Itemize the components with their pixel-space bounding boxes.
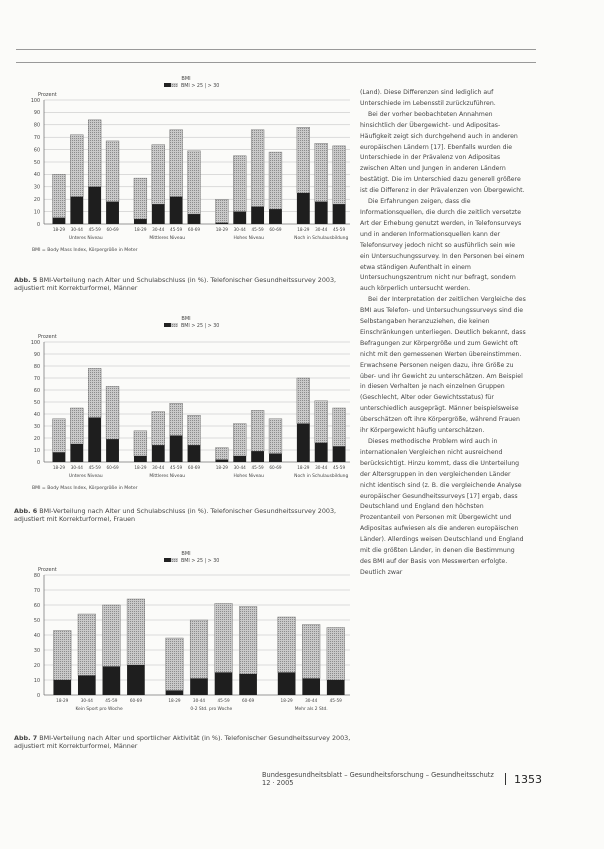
x-tick-label: 60-69 bbox=[106, 465, 119, 470]
y-tick-label: 30 bbox=[33, 424, 40, 430]
y-tick-label: 0 bbox=[36, 460, 40, 466]
group-label: Unteres Niveau bbox=[68, 236, 103, 241]
bar-overweight bbox=[134, 178, 147, 219]
caption-figure-7 bbox=[14, 734, 354, 750]
group-label: Unteres Niveau bbox=[68, 474, 103, 479]
x-tick-label: 60-69 bbox=[269, 227, 282, 232]
y-tick-label: 40 bbox=[33, 173, 40, 179]
bar-overweight bbox=[269, 152, 282, 209]
y-tick-label: 40 bbox=[33, 633, 40, 639]
y-tick-label: 70 bbox=[33, 588, 40, 594]
bar-obese bbox=[233, 212, 246, 224]
bar-obese bbox=[251, 451, 264, 462]
legend-swatch-obese bbox=[164, 323, 171, 327]
y-tick-label: 30 bbox=[33, 185, 40, 191]
bar-obese bbox=[315, 202, 328, 224]
bar-obese bbox=[78, 676, 96, 696]
caption-text: BMI-Verteilung nach Alter und sportlicher Aktivität (in %). Telefonischer Gesundheitssurvey 2003, adjustiert mit Korrekturformel, Männer bbox=[14, 734, 351, 750]
bar-obese bbox=[188, 445, 201, 462]
bar-obese bbox=[166, 691, 184, 696]
top-rule bbox=[16, 62, 536, 63]
bar-overweight bbox=[152, 145, 165, 205]
legend-note: BMI = Body Mass Index, Körpergröße in Meter bbox=[32, 248, 138, 253]
bar-overweight bbox=[333, 408, 346, 446]
y-tick-label: 10 bbox=[33, 210, 40, 216]
x-tick-label: 30-44 bbox=[80, 698, 93, 703]
x-tick-label: 18-29 bbox=[168, 698, 181, 703]
bar-overweight bbox=[70, 135, 83, 197]
x-tick-label: 18-29 bbox=[215, 465, 228, 470]
bar-overweight bbox=[106, 386, 119, 439]
x-tick-label: 45-59 bbox=[251, 227, 264, 232]
x-tick-label: 18-29 bbox=[297, 465, 310, 470]
y-tick-label: 60 bbox=[33, 603, 40, 609]
bar-overweight bbox=[188, 415, 201, 445]
legend-title: BMI bbox=[181, 551, 191, 557]
bar-overweight bbox=[88, 120, 101, 187]
body-paragraph: (Land). Diese Differenzen sind lediglich auf Unterschiede im Lebensstil zurückzuführen. bbox=[360, 89, 496, 107]
y-tick-label: 20 bbox=[33, 198, 40, 203]
x-tick-label: 45-59 bbox=[88, 465, 101, 470]
y-tick-label: 90 bbox=[33, 352, 40, 358]
x-tick-label: 45-59 bbox=[251, 465, 264, 470]
bar-overweight bbox=[239, 607, 257, 675]
body-paragraph: Dieses methodische Problem wird auch in internationalen Vergleichen nicht ausreichend berücksichtigt. Hinzu kommt, dass die Unterteilung der Altersgruppen in den vergleichenden Länder nicht identisch sind (z. B. die vergleichende Analyse europäischer Gesundheitssurveys [17] ergab, dass Deutschland und England den höchsten Prozentanteil von Personen mit Übergewicht und Adipositas aufwiesen als die anderen europäischen Länder). Allerdings weisen Deutschland und England mit die größten Länder, in denen die Bestimmung des BMI auf der Basis von Messwerten erfolgte. Deutlich zwar bbox=[360, 438, 524, 576]
body-text-column bbox=[360, 88, 526, 579]
x-tick-label: 30-44 bbox=[152, 227, 165, 232]
group-label: Kein Sport pro Woche bbox=[75, 707, 123, 712]
y-tick-label: 20 bbox=[33, 663, 40, 669]
body-paragraph: Die Erfahrungen zeigen, dass die Informationsquellen, die durch die zeitlich versetzte Art der Erhebung genutzt werden, in Telefonsurveys und in anderen Informationsquellen kann der Telefonsurvey jedoch nicht so ausführlich sein wie ein Untersuchungssurvey. In den Personen bei einem etwa ständigen Aufenthalt in einem Untersuchungszentrum nicht nur befragt, sondern auch körperlich untersucht werden. bbox=[360, 198, 525, 293]
x-tick-label: 30-44 bbox=[70, 465, 83, 470]
y-tick-label: 10 bbox=[33, 678, 40, 684]
bar-obese bbox=[134, 456, 147, 462]
bar-obese bbox=[152, 204, 165, 224]
bar-overweight bbox=[170, 403, 183, 435]
bar-overweight bbox=[53, 419, 66, 453]
bar-overweight bbox=[233, 424, 246, 456]
bar-obese bbox=[333, 446, 346, 462]
bar-overweight bbox=[269, 419, 282, 454]
bar-overweight bbox=[302, 625, 320, 679]
bar-overweight bbox=[315, 143, 328, 201]
bar-obese bbox=[269, 454, 282, 462]
bar-obese bbox=[190, 679, 208, 696]
y-tick-label: 10 bbox=[33, 448, 40, 454]
bar-overweight bbox=[188, 151, 201, 214]
chart-legend bbox=[164, 551, 219, 564]
x-tick-label: 60-69 bbox=[129, 698, 142, 703]
footer-divider bbox=[505, 773, 506, 785]
bar-overweight bbox=[134, 431, 147, 456]
caption-label: Abb. 6 bbox=[14, 507, 38, 515]
bar-overweight bbox=[103, 605, 121, 667]
bar-overweight bbox=[78, 614, 96, 676]
bar-obese bbox=[215, 460, 228, 462]
legend-title: BMI bbox=[181, 76, 191, 82]
group-label: Mittleres Niveau bbox=[149, 236, 186, 241]
x-tick-label: 30-44 bbox=[192, 698, 206, 703]
y-tick-label: 50 bbox=[33, 400, 40, 406]
bar-obese bbox=[106, 202, 119, 224]
caption-label: Abb. 5 bbox=[14, 276, 38, 284]
y-tick-label: 50 bbox=[33, 618, 40, 624]
caption-figure-6 bbox=[14, 507, 354, 523]
bar-obese bbox=[233, 456, 246, 462]
x-tick-label: 60-69 bbox=[242, 698, 255, 703]
group-label: Noch in Schulausbildung bbox=[294, 474, 349, 479]
bar-overweight bbox=[327, 628, 345, 681]
bar-overweight bbox=[170, 130, 183, 197]
group-label: 0-2 Std. pro Woche bbox=[190, 707, 233, 712]
x-tick-label: 45-59 bbox=[170, 465, 183, 470]
bar-obese bbox=[170, 436, 183, 462]
x-tick-label: 45-59 bbox=[329, 698, 342, 703]
top-rule bbox=[16, 49, 536, 50]
legend-label: BMI > 25 | > 30 bbox=[181, 324, 220, 329]
x-tick-label: 30-44 bbox=[233, 465, 246, 470]
body-paragraph: Bei der Interpretation der zeitlichen Vergleiche des BMI aus Telefon- und Untersuchungssurveys sind die Selbstangaben heranzuziehen, die keinen Einschränkungen unterliegen. Deutlich bekannt, dass Befragungen zur Körpergröße und zum Gewicht oft nicht mit den gemessenen Werten übereinstimmen. Erwachsene Personen neigen dazu, ihre Größe zu über- und ihr Gewicht zu unterschätzen. Am Beispiel in diesen Verhalten je nach einzelnen Gruppen (Geschlecht, Alter oder Gewichtsstatus) für unterschiedlich ausgeprägt. Männer beispielsweise überschätzen oft ihre Körpergröße, während Frauen ihr Körpergewicht häufig unterschätzen. bbox=[360, 296, 526, 435]
bar-obese bbox=[315, 443, 328, 462]
figure-5 bbox=[14, 72, 354, 267]
bar-overweight bbox=[297, 378, 310, 424]
caption-text: BMI-Verteilung nach Alter und Schulabschluss (in %). Telefonischer Gesundheitssurvey 2003, adjustiert mit Korrekturformel, Frauen bbox=[14, 507, 337, 523]
x-tick-label: 45-59 bbox=[332, 227, 346, 232]
x-tick-label: 18-29 bbox=[52, 465, 66, 470]
y-tick-label: 70 bbox=[33, 376, 40, 382]
y-axis-label: Prozent bbox=[38, 567, 57, 573]
figure-7 bbox=[14, 547, 354, 725]
bar-overweight bbox=[278, 617, 296, 673]
x-tick-label: 30-44 bbox=[315, 227, 328, 232]
bar-obese bbox=[327, 680, 345, 695]
bar-obese bbox=[333, 204, 346, 224]
bar-overweight bbox=[190, 620, 208, 679]
y-tick-label: 100 bbox=[30, 340, 40, 346]
bar-overweight bbox=[215, 448, 228, 460]
bar-obese bbox=[70, 197, 83, 224]
y-tick-label: 30 bbox=[33, 648, 40, 654]
x-tick-label: 60-69 bbox=[269, 465, 282, 470]
bar-overweight bbox=[166, 638, 184, 691]
journal-citation: Bundesgesundheitsblatt – Gesundheitsforschung – Gesundheitsschutz 12 · 2005 bbox=[262, 771, 494, 787]
bar-overweight bbox=[127, 599, 145, 665]
group-label: Mehr als 2 Std. bbox=[294, 707, 328, 712]
bar-obese bbox=[215, 223, 228, 224]
legend-swatch-obese bbox=[164, 558, 171, 562]
y-tick-label: 80 bbox=[33, 364, 40, 370]
group-label: Hohes Niveau bbox=[233, 474, 264, 479]
bar-obese bbox=[170, 197, 183, 224]
bar-obese bbox=[302, 679, 320, 696]
legend-label: BMI > 25 | > 30 bbox=[181, 559, 220, 564]
y-tick-label: 50 bbox=[33, 160, 40, 166]
x-tick-label: 60-69 bbox=[187, 465, 201, 470]
chart-5 bbox=[14, 72, 354, 267]
chart-legend bbox=[164, 76, 219, 89]
y-axis-label: Prozent bbox=[38, 334, 57, 340]
y-axis-label: Prozent bbox=[38, 92, 57, 98]
x-tick-label: 30-44 bbox=[70, 227, 83, 232]
x-tick-label: 45-59 bbox=[170, 227, 183, 232]
bar-overweight bbox=[233, 156, 246, 212]
page-number: 1353 bbox=[514, 772, 542, 786]
x-tick-label: 18-29 bbox=[215, 227, 228, 232]
y-tick-label: 90 bbox=[33, 111, 40, 117]
x-tick-label: 45-59 bbox=[88, 227, 101, 232]
bar-overweight bbox=[251, 410, 264, 451]
x-tick-label: 60-69 bbox=[187, 227, 201, 232]
bar-obese bbox=[251, 207, 264, 224]
legend-swatch-overweight bbox=[171, 558, 178, 562]
figure-6 bbox=[14, 312, 354, 504]
y-tick-label: 100 bbox=[30, 98, 40, 104]
bar-overweight bbox=[152, 412, 165, 446]
bar-obese bbox=[103, 667, 121, 696]
legend-swatch-obese bbox=[164, 83, 171, 87]
y-tick-label: 70 bbox=[33, 136, 40, 141]
x-tick-label: 30-44 bbox=[152, 465, 165, 470]
chart-legend bbox=[164, 316, 219, 329]
x-tick-label: 30-44 bbox=[305, 698, 318, 703]
caption-text: BMI-Verteilung nach Alter und Schulabschluss (in %). Telefonischer Gesundheitssurvey 2003, adjustiert mit Korrekturformel, Männer bbox=[14, 276, 337, 292]
bar-obese bbox=[297, 424, 310, 462]
bar-obese bbox=[127, 665, 145, 695]
bar-obese bbox=[88, 187, 101, 224]
x-tick-label: 18-29 bbox=[280, 698, 293, 703]
legend-title: BMI bbox=[181, 316, 191, 322]
bar-overweight bbox=[106, 141, 119, 202]
bar-obese bbox=[70, 444, 83, 462]
bar-overweight bbox=[53, 631, 71, 681]
x-tick-label: 18-29 bbox=[134, 465, 147, 470]
bar-obese bbox=[188, 214, 201, 224]
bar-obese bbox=[152, 445, 165, 462]
y-tick-label: 60 bbox=[33, 148, 40, 154]
x-tick-label: 18-29 bbox=[56, 698, 69, 703]
x-tick-label: 18-29 bbox=[134, 227, 147, 232]
x-tick-label: 30-44 bbox=[315, 465, 328, 470]
caption-label: Abb. 7 bbox=[14, 734, 38, 742]
bar-overweight bbox=[251, 130, 264, 207]
bar-overweight bbox=[333, 146, 346, 204]
bar-obese bbox=[88, 418, 101, 462]
chart-6 bbox=[14, 312, 354, 504]
bar-obese bbox=[134, 219, 147, 224]
x-tick-label: 30-44 bbox=[233, 227, 246, 232]
y-tick-label: 60 bbox=[33, 388, 40, 394]
bar-obese bbox=[297, 193, 310, 224]
bar-obese bbox=[239, 674, 257, 695]
x-tick-label: 45-59 bbox=[105, 698, 118, 703]
legend-swatch-overweight bbox=[171, 83, 178, 87]
bar-obese bbox=[53, 218, 66, 224]
x-tick-label: 45-59 bbox=[217, 698, 230, 703]
legend-label: BMI > 25 | > 30 bbox=[181, 84, 220, 89]
bar-obese bbox=[53, 680, 71, 695]
bar-overweight bbox=[297, 127, 310, 193]
x-tick-label: 60-69 bbox=[106, 227, 119, 232]
bar-obese bbox=[278, 673, 296, 696]
body-paragraph: Bei der vorher beobachteten Annahmen hinsichtlich der Übergewicht- und Adipositas-Häufigkeit zeigt sich durchgehend auch in anderen europäischen Ländern [17]. Ebenfalls wurden die Unterschiede in der Prävalenz von Adipositas zwischen Alten und Jungen in anderen Ländern bestätigt. Die im Unterschied dazu generell größere ist die Differenz in der Prävalenzen von Übergewicht. bbox=[360, 110, 525, 195]
group-label: Mittleres Niveau bbox=[149, 474, 186, 479]
bar-overweight bbox=[215, 199, 228, 223]
y-tick-label: 0 bbox=[36, 222, 40, 228]
bar-overweight bbox=[215, 604, 233, 673]
chart-7 bbox=[14, 547, 354, 725]
caption-figure-5 bbox=[14, 276, 354, 292]
group-label: Noch in Schulausbildung bbox=[294, 236, 349, 241]
bar-obese bbox=[215, 673, 233, 696]
y-tick-label: 40 bbox=[33, 412, 40, 418]
x-tick-label: 45-59 bbox=[332, 465, 346, 470]
bar-overweight bbox=[53, 174, 66, 217]
y-tick-label: 20 bbox=[33, 436, 40, 442]
page-footer bbox=[262, 771, 542, 787]
y-tick-label: 80 bbox=[33, 123, 40, 129]
bar-obese bbox=[269, 209, 282, 224]
legend-note: BMI = Body Mass Index, Körpergröße in Meter bbox=[32, 486, 138, 491]
x-tick-label: 18-29 bbox=[52, 227, 66, 232]
bar-overweight bbox=[70, 408, 83, 444]
bar-obese bbox=[106, 439, 119, 462]
y-tick-label: 80 bbox=[33, 573, 40, 579]
bar-overweight bbox=[88, 368, 101, 417]
legend-swatch-overweight bbox=[171, 323, 178, 327]
group-label: Hohes Niveau bbox=[233, 236, 264, 241]
bar-overweight bbox=[315, 401, 328, 443]
bar-obese bbox=[53, 452, 66, 462]
x-tick-label: 18-29 bbox=[297, 227, 310, 232]
y-tick-label: 0 bbox=[36, 693, 40, 699]
